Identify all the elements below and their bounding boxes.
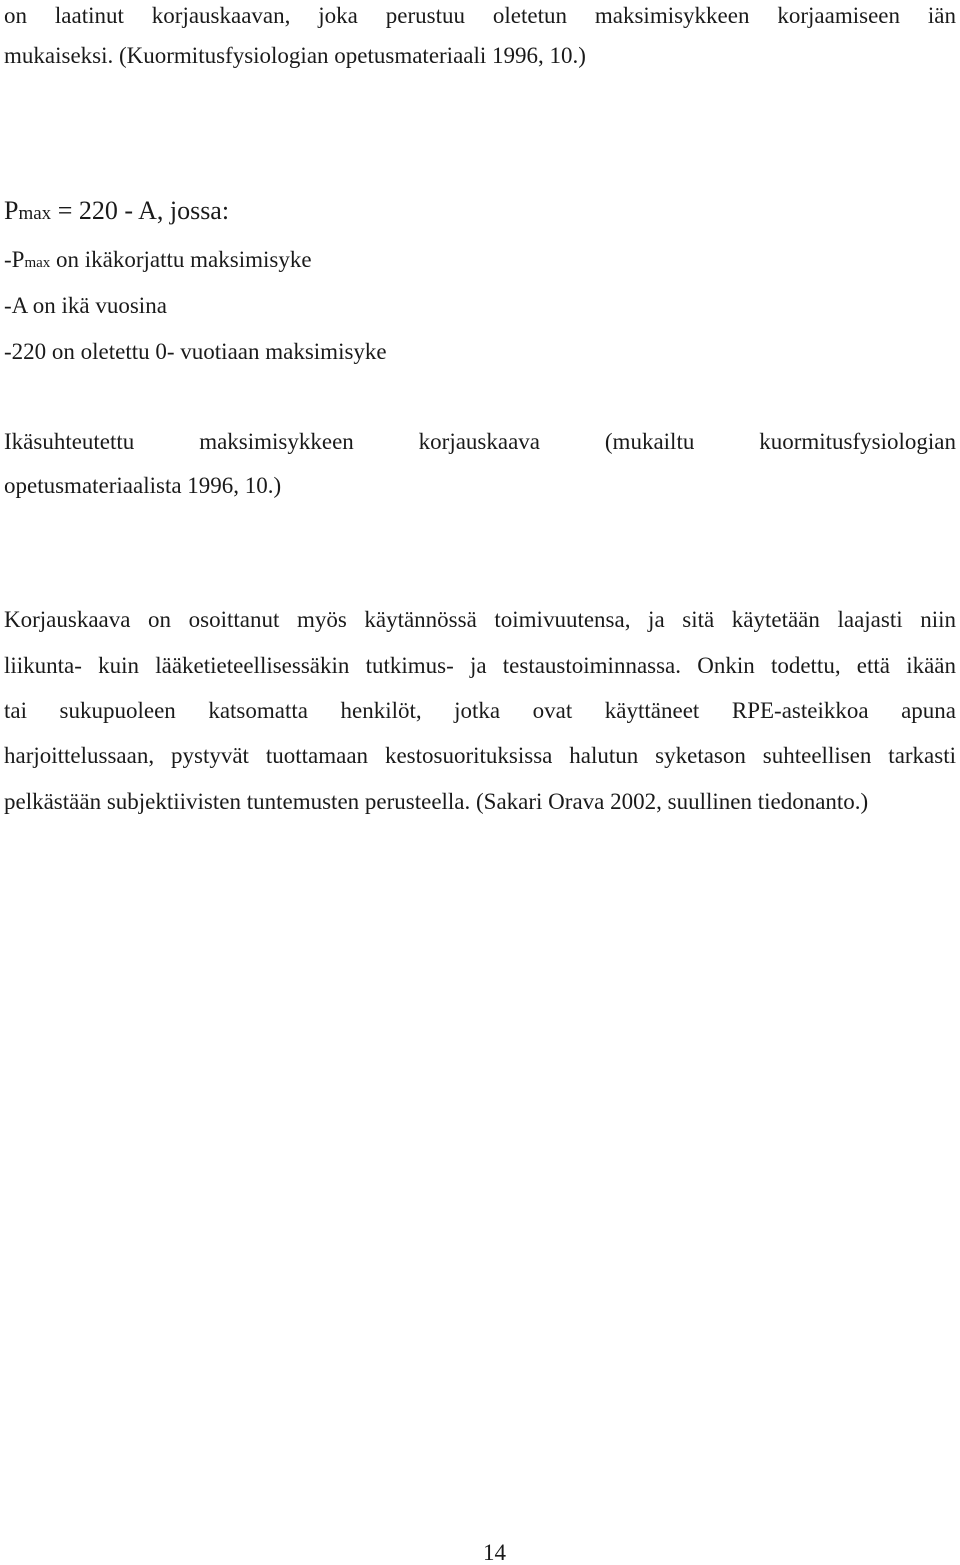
paragraph-line-4 xyxy=(4,744,956,767)
paragraph-line-4-text: harjoittelussaan, pystyvät tuottamaan kestosuorituksissa halutun syketason suhteellisen tarkasti xyxy=(4,743,956,768)
intro-line-1-text: on laatinut korjauskaavan, joka perustuu oletetun maksimisykkeen korjaamiseen iän xyxy=(4,3,956,28)
caption-line-2: opetusmateriaalista 1996, 10.) xyxy=(4,473,282,498)
paragraph-line-1-text: Korjauskaava on osoittanut myös käytännössä toimivuutensa, ja sitä käytetään laajasti niin xyxy=(4,607,956,632)
paragraph-line-2 xyxy=(4,654,956,677)
intro-line-2: mukaiseksi. (Kuormitusfysiologian opetusmateriaali 1996, 10.) xyxy=(4,43,586,68)
formula-p-subscript: max xyxy=(18,203,52,224)
formula-definition-pmax xyxy=(4,248,312,271)
paragraph-line-1 xyxy=(4,608,956,631)
formula-definition-a: -A on ikä vuosina xyxy=(4,293,167,318)
formula-p: P xyxy=(4,196,19,225)
paragraph-line-3-text: tai sukupuoleen katsomatta henkilöt, jotka ovat käyttäneet RPE-asteikkoa apuna xyxy=(4,698,956,723)
definition-pmax-subscript: max xyxy=(24,255,51,271)
page-number: 14 xyxy=(483,1540,506,1565)
formula-main xyxy=(4,198,229,224)
definition-pmax-prefix: -P xyxy=(4,247,25,272)
caption-line-1 xyxy=(4,430,956,453)
caption-line-1-text: Ikäsuhteutettu maksimisykkeen korjauskaava (mukailtu kuormitusfysiologian xyxy=(4,429,956,454)
definition-pmax-text: on ikäkorjattu maksimisyke xyxy=(50,247,312,272)
formula-equation: = 220 - A, jossa: xyxy=(51,196,230,225)
paragraph-line-3 xyxy=(4,699,956,722)
paragraph-line-5: pelkästään subjektiivisten tuntemusten perusteella. (Sakari Orava 2002, suullinen tiedonanto.) xyxy=(4,789,869,814)
intro-line-1 xyxy=(4,4,956,27)
formula-definition-220: -220 on oletettu 0- vuotiaan maksimisyke xyxy=(4,339,387,364)
paragraph-line-2-text: liikunta- kuin lääketieteellisessäkin tutkimus- ja testaustoiminnassa. Onkin todettu, että ikään xyxy=(4,653,956,678)
